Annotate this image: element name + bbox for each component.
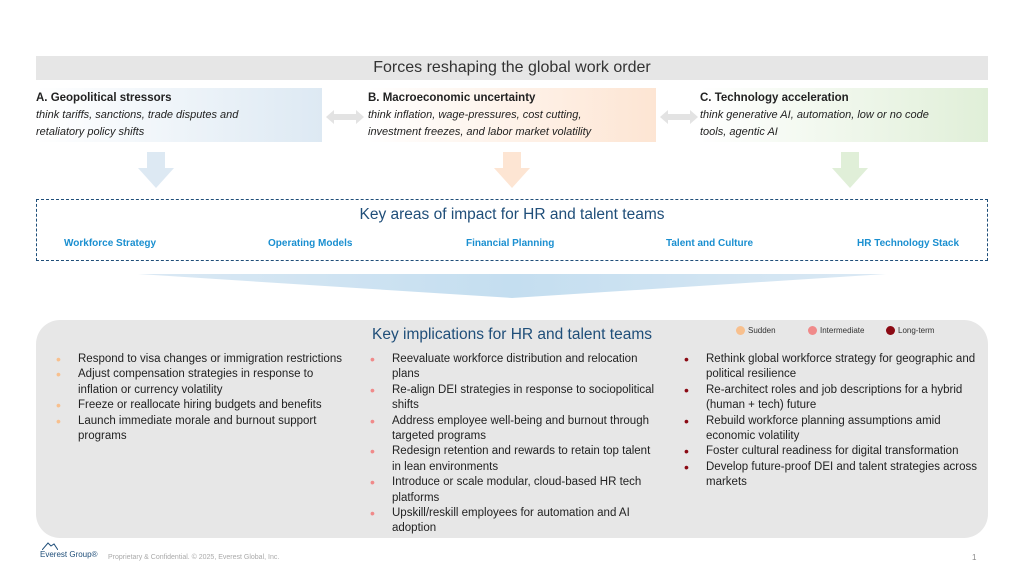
legend-intermediate: Intermediate — [808, 326, 864, 335]
bullet-icon: • — [684, 443, 689, 460]
bullet-icon: • — [56, 366, 61, 383]
force-title: A. Geopolitical stressors — [36, 92, 172, 104]
legend-dot-icon — [886, 326, 895, 335]
bullet-icon: • — [370, 412, 375, 429]
impact-area-talent-culture: Talent and Culture — [666, 238, 754, 249]
force-macroeconomic — [368, 88, 656, 142]
page-title: Forces reshaping the global work order — [36, 56, 988, 80]
force-description: tools, agentic AI — [700, 126, 778, 138]
force-title: B. Macroeconomic uncertainty — [368, 92, 536, 104]
implications-sudden-column — [56, 352, 346, 444]
force-description: investment freezes, and labor market volatility — [368, 126, 592, 138]
list-item: • Reevaluate workforce distribution and relocation plans — [370, 351, 638, 381]
implications-intermediate-column — [370, 352, 660, 537]
bullet-icon: • — [684, 381, 689, 398]
list-item: • Launch immediate morale and burnout support programs — [56, 412, 317, 443]
down-arrow-icon — [494, 152, 530, 188]
bullet-icon: • — [684, 412, 689, 429]
list-item: • Develop future-proof DEI and talent strategies across markets — [684, 458, 978, 489]
bullet-icon: • — [56, 351, 61, 367]
logo-mountain-icon — [42, 542, 58, 550]
bullet-icon: • — [370, 505, 375, 522]
list-item: • Re-architect roles and job descriptions for a hybrid (human + tech) future — [684, 381, 963, 412]
legend-dot-icon — [808, 326, 817, 335]
down-arrow-icon — [138, 152, 174, 188]
implications-title: Key implications for HR and talent teams — [372, 326, 652, 343]
force-title: C. Technology acceleration — [700, 92, 849, 104]
bullet-icon: • — [370, 443, 375, 460]
bullet-icon: • — [370, 351, 375, 367]
list-item: • Foster cultural readiness for digital transformation — [684, 443, 959, 460]
legend-sudden: Sudden — [736, 326, 776, 335]
page-number: 1 — [972, 553, 977, 562]
bullet-icon: • — [684, 351, 689, 367]
bullet-icon: • — [56, 397, 61, 414]
list-item: • Upskill/reskill employees for automation and AI adoption — [370, 505, 630, 535]
bullet-icon: • — [56, 412, 61, 429]
legend-dot-icon — [736, 326, 745, 335]
list-item: • Redesign retention and rewards to retain top talent in lean environments — [370, 443, 651, 473]
down-arrow-icon — [832, 152, 868, 188]
force-description: think generative AI, automation, low or no code — [700, 109, 929, 121]
force-description: retaliatory policy shifts — [36, 126, 145, 138]
wide-down-arrow-icon — [138, 274, 886, 298]
list-item: • Address employee well-being and burnout through targeted programs — [370, 412, 649, 443]
double-arrow-icon — [326, 110, 364, 124]
bullet-icon: • — [684, 458, 689, 475]
double-arrow-icon — [660, 110, 698, 124]
list-item: • Re-align DEI strategies in response to sociopolitical shifts — [370, 381, 655, 412]
list-item: • Rethink global workforce strategy for geographic and political resilience — [684, 351, 976, 381]
impact-area-financial-planning: Financial Planning — [466, 238, 555, 249]
force-description: think inflation, wage-pressures, cost cutting, — [368, 109, 582, 121]
footer-copyright: Proprietary & Confidential. © 2025, Everest Global, Inc. — [108, 554, 280, 561]
impact-area-hr-technology: HR Technology Stack — [857, 238, 960, 249]
company-logo: Everest Group® — [40, 546, 97, 555]
list-item: • Rebuild workforce planning assumptions amid economic volatility — [684, 412, 941, 443]
list-item: • Freeze or reallocate hiring budgets and benefits — [56, 397, 322, 414]
impact-area-operating-models: Operating Models — [268, 238, 353, 249]
implications-long-term-column — [684, 352, 980, 491]
list-item: • Adjust compensation strategies in response to inflation or currency volatility — [56, 366, 314, 396]
force-description: think tariffs, sanctions, trade disputes and — [36, 109, 239, 121]
force-geopolitical — [36, 88, 322, 142]
impact-title: Key areas of impact for HR and talent teams — [359, 206, 665, 223]
bullet-icon: • — [370, 474, 375, 491]
list-item: • Respond to visa changes or immigration restrictions — [56, 351, 342, 367]
impact-area-workforce-strategy: Workforce Strategy — [64, 238, 157, 249]
bullet-icon: • — [370, 381, 375, 398]
force-technology — [700, 88, 988, 142]
legend-long-term: Long-term — [886, 326, 934, 335]
list-item: • Introduce or scale modular, cloud-based HR tech platforms — [370, 474, 642, 504]
